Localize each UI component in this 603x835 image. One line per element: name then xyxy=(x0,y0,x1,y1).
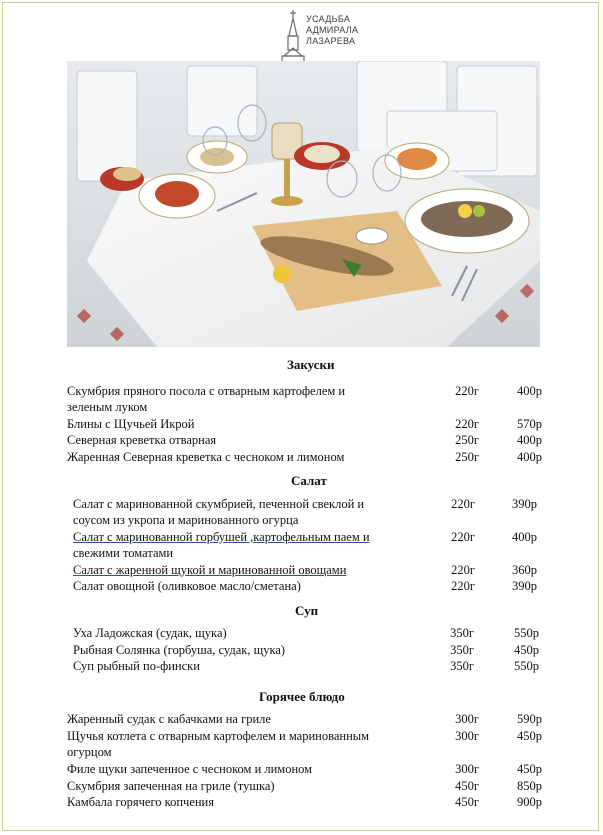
item-price: 450р xyxy=(514,643,539,657)
section-title-hot-dishes: Горячее блюдо xyxy=(259,689,345,704)
item-price: 400р xyxy=(517,384,542,398)
item-price: 550р xyxy=(514,659,539,673)
item-price: 900р xyxy=(517,795,542,809)
item-weight: 350г xyxy=(450,626,474,640)
item-price: 450р xyxy=(517,729,542,743)
item-weight: 300г xyxy=(455,762,479,776)
section-title-appetizers: Закуски xyxy=(287,357,335,372)
item-price: 390р xyxy=(512,497,537,511)
item-price: 590р xyxy=(517,712,542,726)
item-price: 570р xyxy=(517,417,542,431)
section-title-salads: Салат xyxy=(291,473,327,488)
item-weight: 450г xyxy=(455,795,479,809)
item-price: 400р xyxy=(517,450,542,464)
item-price: 360р xyxy=(512,563,537,577)
item-weight: 220г xyxy=(451,579,475,593)
item-price: 390р xyxy=(512,579,537,593)
item-price: 850р xyxy=(517,779,542,793)
section-title-soups: Суп xyxy=(295,603,319,618)
item-weight: 350г xyxy=(450,659,474,673)
item-price: 550р xyxy=(514,626,539,640)
item-price: 400р xyxy=(517,433,542,447)
item-weight: 300г xyxy=(455,712,479,726)
restaurant-table-photo xyxy=(67,61,540,347)
item-weight: 300г xyxy=(455,729,479,743)
logo-text: УСАДЬБА АДМИРАЛА ЛАЗАРЕВА xyxy=(306,14,359,46)
item-weight: 220г xyxy=(451,530,475,544)
item-weight: 250г xyxy=(455,450,479,464)
item-weight: 450г xyxy=(455,779,479,793)
item-weight: 220г xyxy=(451,497,475,511)
item-weight: 220г xyxy=(451,563,475,577)
item-weight: 220г xyxy=(455,384,479,398)
item-weight: 250г xyxy=(455,433,479,447)
item-price: 450р xyxy=(517,762,542,776)
item-price: 400р xyxy=(512,530,537,544)
item-weight: 220г xyxy=(455,417,479,431)
item-weight: 350г xyxy=(450,643,474,657)
